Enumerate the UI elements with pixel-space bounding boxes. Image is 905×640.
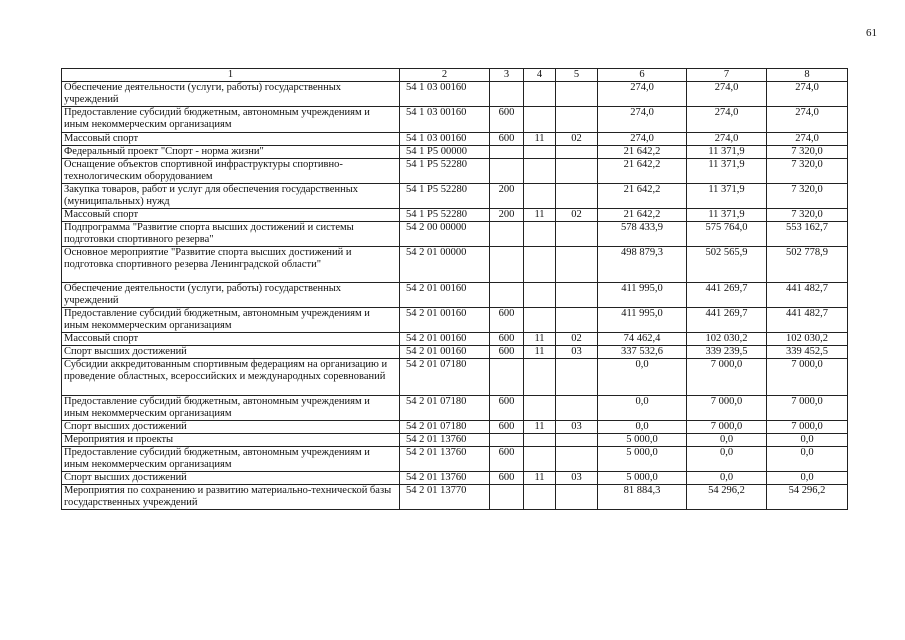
table-body: [62, 69, 848, 510]
row-name: Массовый спорт: [62, 333, 400, 346]
row-value-col7: 274,0: [687, 133, 767, 146]
row-code: 54 2 01 07180: [400, 421, 490, 434]
row-code: 54 1 03 00160: [400, 82, 490, 107]
row-name: Оснащение объектов спортивной инфраструктуры спортивно-технологическим оборудованием: [62, 159, 400, 184]
row-expense-type: 600: [490, 308, 524, 333]
row-expense-type: 600: [490, 133, 524, 146]
row-value-col6: 411 995,0: [598, 308, 687, 333]
row-subsection: [556, 222, 598, 247]
row-value-col6: 274,0: [598, 133, 687, 146]
row-expense-type: [490, 146, 524, 159]
row-expense-type: [490, 247, 524, 283]
row-section: [524, 359, 556, 396]
row-section: [524, 222, 556, 247]
row-code: 54 1 P5 52280: [400, 184, 490, 209]
row-subsection: 03: [556, 346, 598, 359]
row-value-col7: 7 000,0: [687, 359, 767, 396]
row-subsection: [556, 485, 598, 510]
header-row: [62, 69, 848, 82]
row-section: [524, 247, 556, 283]
row-code: 54 2 01 07180: [400, 359, 490, 396]
table-row: [62, 133, 848, 146]
table-row: [62, 159, 848, 184]
table-row: [62, 146, 848, 159]
row-expense-type: [490, 82, 524, 107]
row-expense-type: 600: [490, 107, 524, 133]
row-expense-type: [490, 359, 524, 396]
table-row: [62, 485, 848, 510]
row-value-col7: 575 764,0: [687, 222, 767, 247]
row-value-col7: 11 371,9: [687, 159, 767, 184]
row-name: Спорт высших достижений: [62, 346, 400, 359]
row-subsection: [556, 159, 598, 184]
row-name: Массовый спорт: [62, 133, 400, 146]
row-value-col6: 498 879,3: [598, 247, 687, 283]
row-section: [524, 447, 556, 472]
row-value-col7: 54 296,2: [687, 485, 767, 510]
row-value-col6: 411 995,0: [598, 283, 687, 308]
row-subsection: [556, 146, 598, 159]
row-value-col8: 0,0: [767, 472, 848, 485]
page-number: 61: [866, 27, 877, 39]
column-header-3: 3: [490, 69, 524, 82]
table-row: [62, 359, 848, 396]
column-header-2: 2: [400, 69, 490, 82]
row-name: Мероприятия и проекты: [62, 434, 400, 447]
row-expense-type: 600: [490, 421, 524, 434]
row-value-col6: 21 642,2: [598, 159, 687, 184]
row-code: 54 2 01 13760: [400, 472, 490, 485]
row-value-col7: 11 371,9: [687, 146, 767, 159]
row-value-col7: 274,0: [687, 82, 767, 107]
row-value-col6: 21 642,2: [598, 184, 687, 209]
row-code: 54 2 01 13760: [400, 434, 490, 447]
row-section: 11: [524, 133, 556, 146]
row-value-col6: 0,0: [598, 396, 687, 421]
row-value-col8: 502 778,9: [767, 247, 848, 283]
row-expense-type: 600: [490, 346, 524, 359]
row-subsection: 02: [556, 133, 598, 146]
row-value-col6: 0,0: [598, 421, 687, 434]
row-expense-type: 200: [490, 184, 524, 209]
row-subsection: [556, 434, 598, 447]
row-section: [524, 283, 556, 308]
row-subsection: [556, 184, 598, 209]
row-name: Подпрограмма "Развитие спорта высших достижений и системы подготовки спортивного резерва": [62, 222, 400, 247]
row-name: Основное мероприятие "Развитие спорта высших достижений и подготовка спортивного резерва Ленинградской области": [62, 247, 400, 283]
row-subsection: 03: [556, 472, 598, 485]
row-code: 54 1 03 00160: [400, 133, 490, 146]
row-value-col8: 7 000,0: [767, 396, 848, 421]
row-name: Спорт высших достижений: [62, 421, 400, 434]
row-subsection: [556, 283, 598, 308]
row-value-col7: 102 030,2: [687, 333, 767, 346]
row-name: Федеральный проект "Спорт - норма жизни": [62, 146, 400, 159]
row-value-col8: 274,0: [767, 107, 848, 133]
row-value-col6: 337 532,6: [598, 346, 687, 359]
row-name: Предоставление субсидий бюджетным, автономным учреждениям и иным некоммерческим организациям: [62, 396, 400, 421]
column-header-5: 5: [556, 69, 598, 82]
row-value-col6: 578 433,9: [598, 222, 687, 247]
row-value-col7: 274,0: [687, 107, 767, 133]
column-header-8: 8: [767, 69, 848, 82]
table-row: [62, 472, 848, 485]
table-row: [62, 396, 848, 421]
row-section: [524, 82, 556, 107]
row-value-col8: 7 000,0: [767, 359, 848, 396]
row-subsection: 03: [556, 421, 598, 434]
table-row: [62, 333, 848, 346]
row-code: 54 2 01 13760: [400, 447, 490, 472]
row-code: 54 2 01 00160: [400, 283, 490, 308]
table-row: [62, 247, 848, 283]
row-subsection: 02: [556, 333, 598, 346]
column-header-1: 1: [62, 69, 400, 82]
row-code: 54 1 03 00160: [400, 107, 490, 133]
row-code: 54 2 00 00000: [400, 222, 490, 247]
row-value-col7: 11 371,9: [687, 184, 767, 209]
row-value-col8: 441 482,7: [767, 283, 848, 308]
row-value-col8: 7 000,0: [767, 421, 848, 434]
row-value-col7: 7 000,0: [687, 421, 767, 434]
row-value-col8: 441 482,7: [767, 308, 848, 333]
row-name: Закупка товаров, работ и услуг для обеспечения государственных (муниципальных) нужд: [62, 184, 400, 209]
row-expense-type: 600: [490, 396, 524, 421]
row-expense-type: [490, 159, 524, 184]
row-name: Предоставление субсидий бюджетным, автономным учреждениям и иным некоммерческим организациям: [62, 107, 400, 133]
row-name: Мероприятия по сохранению и развитию материально-технической базы государственных учреждений: [62, 485, 400, 510]
row-value-col8: 553 162,7: [767, 222, 848, 247]
row-value-col7: 11 371,9: [687, 209, 767, 222]
table-row: [62, 209, 848, 222]
budget-table: [61, 68, 848, 510]
row-value-col7: 0,0: [687, 447, 767, 472]
row-section: 11: [524, 209, 556, 222]
row-subsection: [556, 396, 598, 421]
row-code: 54 2 01 07180: [400, 396, 490, 421]
table-row: [62, 447, 848, 472]
row-name: Предоставление субсидий бюджетным, автономным учреждениям и иным некоммерческим организациям: [62, 308, 400, 333]
row-value-col6: 0,0: [598, 359, 687, 396]
row-value-col6: 5 000,0: [598, 447, 687, 472]
row-value-col8: 339 452,5: [767, 346, 848, 359]
row-section: 11: [524, 346, 556, 359]
row-value-col7: 441 269,7: [687, 308, 767, 333]
row-code: 54 1 P5 52280: [400, 209, 490, 222]
row-name: Массовый спорт: [62, 209, 400, 222]
row-section: [524, 434, 556, 447]
row-subsection: [556, 107, 598, 133]
table-row: [62, 283, 848, 308]
row-subsection: [556, 359, 598, 396]
row-code: 54 2 01 00160: [400, 308, 490, 333]
row-section: [524, 107, 556, 133]
row-name: Субсидии аккредитованным спортивным федерациям на организацию и проведение областных, всероссийских и международных соревнований: [62, 359, 400, 396]
row-section: [524, 308, 556, 333]
row-expense-type: [490, 283, 524, 308]
row-value-col8: 7 320,0: [767, 146, 848, 159]
row-expense-type: 600: [490, 472, 524, 485]
row-section: [524, 485, 556, 510]
table-row: [62, 308, 848, 333]
row-name: Предоставление субсидий бюджетным, автономным учреждениям и иным некоммерческим организациям: [62, 447, 400, 472]
row-section: 11: [524, 421, 556, 434]
row-section: [524, 396, 556, 421]
row-expense-type: 200: [490, 209, 524, 222]
row-value-col7: 502 565,9: [687, 247, 767, 283]
row-value-col8: 7 320,0: [767, 184, 848, 209]
row-value-col8: 102 030,2: [767, 333, 848, 346]
row-value-col7: 441 269,7: [687, 283, 767, 308]
row-value-col6: 274,0: [598, 107, 687, 133]
row-expense-type: 600: [490, 447, 524, 472]
row-section: 11: [524, 333, 556, 346]
row-value-col7: 0,0: [687, 472, 767, 485]
row-subsection: [556, 447, 598, 472]
row-value-col6: 74 462,4: [598, 333, 687, 346]
row-subsection: 02: [556, 209, 598, 222]
row-value-col6: 21 642,2: [598, 209, 687, 222]
row-section: [524, 159, 556, 184]
row-value-col7: 339 239,5: [687, 346, 767, 359]
row-value-col7: 0,0: [687, 434, 767, 447]
row-expense-type: [490, 222, 524, 247]
row-expense-type: 600: [490, 333, 524, 346]
row-name: Обеспечение деятельности (услуги, работы) государственных учреждений: [62, 283, 400, 308]
row-name: Спорт высших достижений: [62, 472, 400, 485]
row-value-col8: 0,0: [767, 447, 848, 472]
column-header-6: 6: [598, 69, 687, 82]
row-value-col8: 0,0: [767, 434, 848, 447]
row-section: [524, 184, 556, 209]
row-subsection: [556, 308, 598, 333]
table-row: [62, 434, 848, 447]
column-header-7: 7: [687, 69, 767, 82]
row-value-col8: 7 320,0: [767, 159, 848, 184]
row-value-col8: 7 320,0: [767, 209, 848, 222]
row-expense-type: [490, 485, 524, 510]
row-code: 54 2 01 13770: [400, 485, 490, 510]
row-value-col6: 81 884,3: [598, 485, 687, 510]
row-value-col8: 54 296,2: [767, 485, 848, 510]
table-row: [62, 184, 848, 209]
table-row: [62, 346, 848, 359]
row-code: 54 1 P5 52280: [400, 159, 490, 184]
row-expense-type: [490, 434, 524, 447]
table-row: [62, 107, 848, 133]
column-header-4: 4: [524, 69, 556, 82]
row-value-col8: 274,0: [767, 133, 848, 146]
row-value-col8: 274,0: [767, 82, 848, 107]
row-value-col6: 21 642,2: [598, 146, 687, 159]
table-row: [62, 82, 848, 107]
row-value-col7: 7 000,0: [687, 396, 767, 421]
row-subsection: [556, 247, 598, 283]
row-value-col6: 5 000,0: [598, 434, 687, 447]
row-value-col6: 274,0: [598, 82, 687, 107]
row-code: 54 2 01 00160: [400, 333, 490, 346]
row-code: 54 1 P5 00000: [400, 146, 490, 159]
row-subsection: [556, 82, 598, 107]
table-row: [62, 421, 848, 434]
table-row: [62, 222, 848, 247]
row-code: 54 2 01 00000: [400, 247, 490, 283]
row-section: [524, 146, 556, 159]
row-code: 54 2 01 00160: [400, 346, 490, 359]
row-value-col6: 5 000,0: [598, 472, 687, 485]
row-section: 11: [524, 472, 556, 485]
row-name: Обеспечение деятельности (услуги, работы) государственных учреждений: [62, 82, 400, 107]
